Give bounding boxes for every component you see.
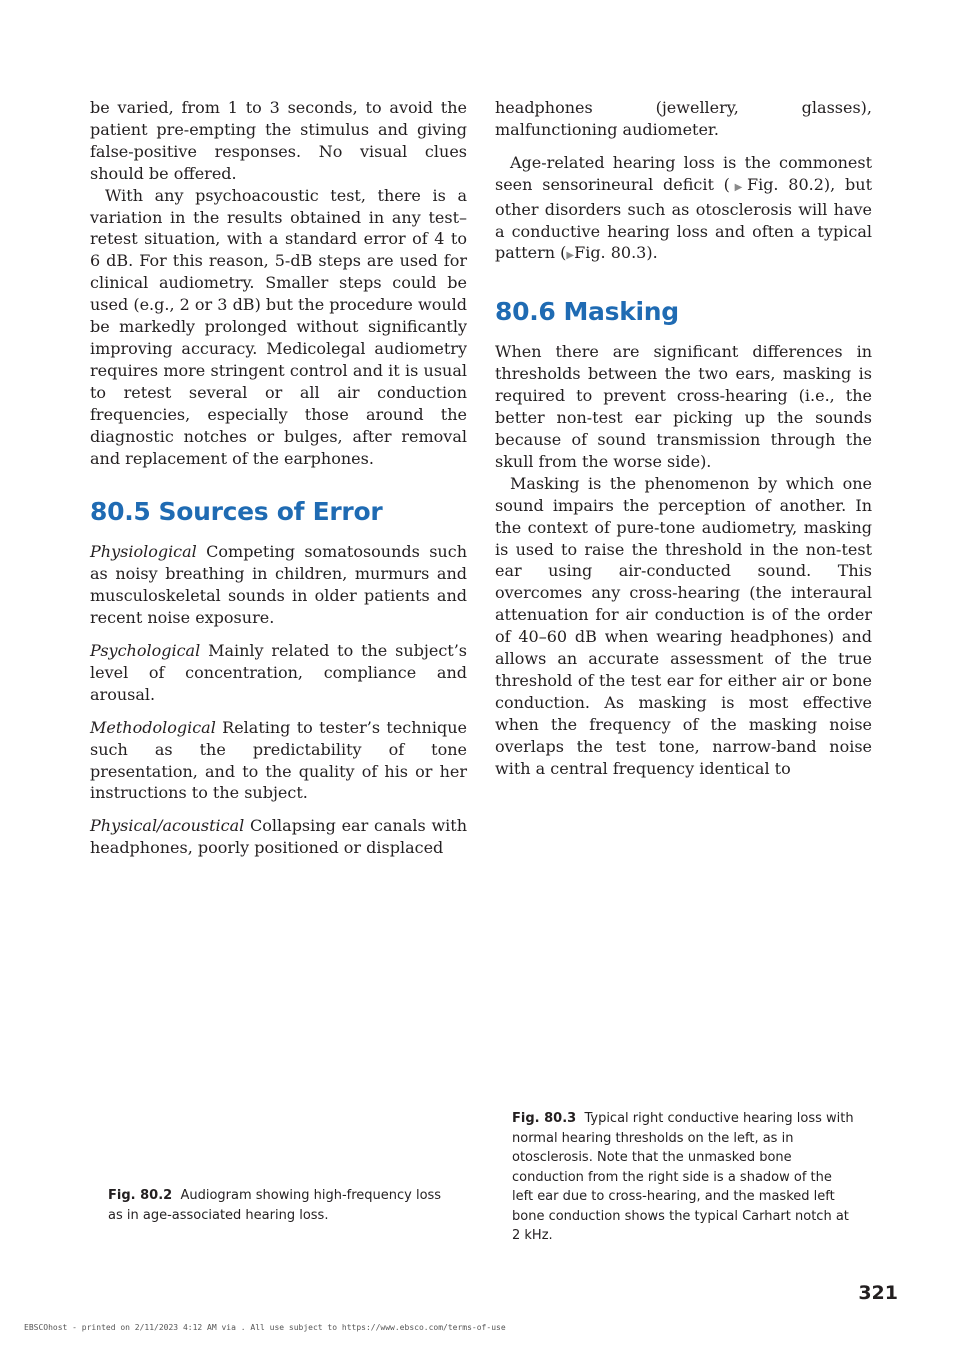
figure-caption — [108, 1186, 458, 1225]
left-column — [90, 97, 467, 859]
paragraph: With any psychoacoustic test, there is a variation in the results obtained in any test–retest situation, with a standard error of 4 to 6 dB. For this reason, 5-dB steps are used for clinical audiometry. Smaller steps could be used (e.g., 2 or 3 dB) but the procedure would be markedly prolonged without significantly improving accuracy. Medicolegal audiometry requires more stringent control and it is usual to retest several or all air conduction frequencies, especially those around the diagnostic notches or bulges, after removal and replacement of the earphones. — [90, 185, 467, 468]
paragraph: headphones (jewellery, glasses), malfunctioning audiometer. — [495, 98, 872, 139]
item-text: Relating to tester’s technique such as the predictability of tone presentation, and to the quality of his or her instructions to the subject. — [90, 717, 467, 803]
figure-reference-link[interactable]: Fig. 80.3 — [574, 243, 647, 263]
item-lead: Physical/acoustical — [90, 816, 245, 836]
list-item — [90, 640, 467, 706]
figure-label: Fig. 80.2 — [108, 1188, 173, 1203]
item-text: Mainly related to the subject’s level of concentration, compliance and arousal. — [90, 641, 467, 704]
triangle-right-icon: ▶ — [729, 181, 747, 193]
paragraph: Masking is the phenomenon by which one sound impairs the perception of another. In the context of pure-tone audiometry, masking is used to raise the threshold in the non-test ear using air-conducted sound. This overcomes any cross-hearing (the interaural attenuation for air conduction is of the order of 40–60 dB when wearing headphones) and allows an accurate assessment of the true threshold of the test ear for either air or bone conduction. As masking is most effective when the frequency of the masking noise overlaps the test tone, narrow-band noise with a central frequency identical to — [495, 473, 872, 778]
item-text: Competing somatosounds such as noisy breathing in children, murmurs and musculoskeletal sounds in older patients and recent noise exposure. — [90, 542, 467, 628]
item-lead: Physiological — [90, 542, 197, 562]
footer-notice: EBSCOhost - printed on 2/11/2023 4:12 AM via . All use subject to https://www.ebsco.com/terms-of-use — [24, 1323, 506, 1332]
caption-text: Audiogram showing high-frequency loss as in age-associated hearing loss. — [108, 1188, 442, 1223]
paragraph: be varied, from 1 to 3 seconds, to avoid the patient pre-empting the stimulus and giving false-positive responses. No visual clues should be offered. — [90, 98, 467, 183]
item-text: Collapsing ear canals with headphones, poorly positioned or displaced — [90, 816, 467, 858]
figure-caption — [512, 1109, 857, 1246]
list-item — [90, 815, 467, 859]
section-number: 80.6 — [495, 297, 556, 327]
triangle-right-icon: ▶ — [566, 250, 575, 262]
page-number: 321 — [858, 1282, 898, 1304]
section-heading — [495, 297, 872, 327]
list-item — [90, 717, 467, 805]
section-heading — [90, 497, 467, 527]
section-title: Sources of Error — [158, 497, 383, 527]
list-item — [90, 541, 467, 629]
caption-text: Typical right conductive hearing loss with normal hearing thresholds on the left, as in otosclerosis. Note that the unmasked bone conduction from the right side is a shadow of the left ear due to cross-hearing, and the masked left bone conduction shows the typical Carhart notch at 2 kHz. — [512, 1111, 854, 1243]
section-number: 80.5 — [90, 497, 151, 527]
item-lead: Methodological — [90, 717, 216, 737]
figure-label: Fig. 80.3 — [512, 1111, 577, 1126]
right-column — [495, 97, 872, 779]
figure-reference-link[interactable]: Fig. 80.2 — [746, 174, 824, 194]
paragraph: Age-related hearing loss is the commonest seen sensorineural deficit (▶Fig. 80.2), but other disorders such as otosclerosis will have a conductive hearing loss and often a typical pattern (▶Fig. 80.3). — [495, 152, 872, 263]
item-lead: Psychological — [90, 641, 201, 661]
section-title: Masking — [563, 297, 679, 327]
paragraph: When there are significant differences in thresholds between the two ears, masking is required to prevent cross-hearing (i.e., the better non-test ear picking up the sounds because of sound transmission through the skull from the worse side). — [495, 342, 872, 471]
